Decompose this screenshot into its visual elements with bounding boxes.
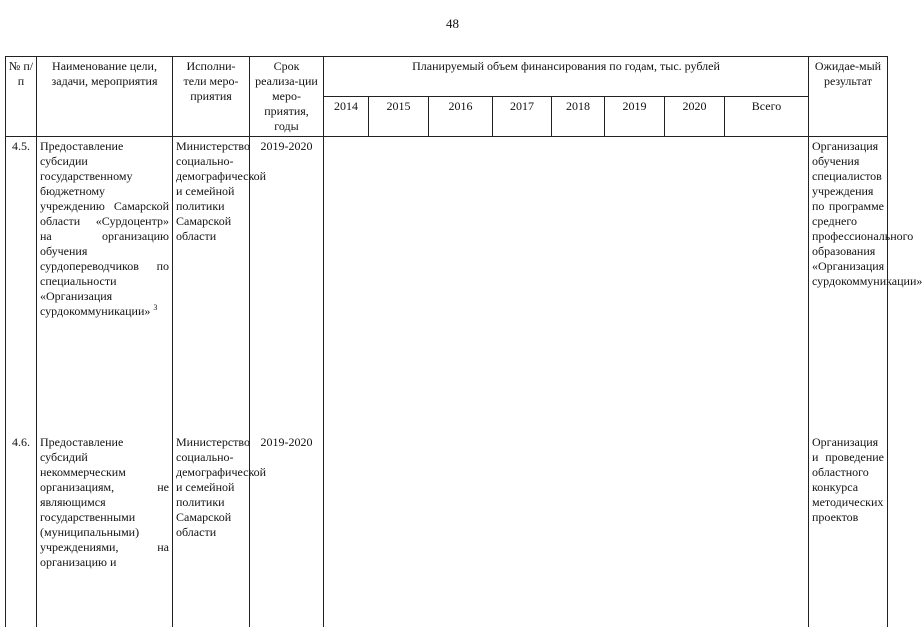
row-fin-cell	[369, 137, 429, 434]
row-name	[37, 433, 173, 627]
row-fin-cell	[493, 137, 552, 434]
row-fin-cell	[324, 137, 369, 434]
row-fin-cell	[552, 433, 605, 627]
row-fin-cell	[324, 433, 369, 627]
row-name	[37, 137, 173, 434]
row-fin-cell	[665, 137, 725, 434]
row-result: Организация и проведение областного конкурса методических проектов	[809, 433, 888, 627]
header-total: Всего	[725, 97, 809, 137]
header-year: 2020	[665, 97, 725, 137]
row-fin-cell	[605, 137, 665, 434]
header-year: 2016	[429, 97, 493, 137]
page-number: 48	[446, 16, 459, 31]
header-name: Наименование цели, задачи, мероприятия	[37, 57, 173, 137]
header-number: № п/п	[6, 57, 37, 137]
footnote-mark: 3	[153, 303, 158, 312]
row-fin-cell	[552, 137, 605, 434]
row-executor: Министерство социально-демографической и семейной политики Самарской области	[173, 137, 250, 434]
row-fin-cell	[429, 137, 493, 434]
header-year: 2018	[552, 97, 605, 137]
row-fin-cell	[369, 433, 429, 627]
row-fin-cell	[725, 137, 809, 434]
row-fin-cell	[605, 433, 665, 627]
row-result: Организация обучения специалистов учреждения по программе среднего профессионального образования «Организация сурдокоммуникации»	[809, 137, 888, 434]
header-term: Срок реализа-ции меро-приятия, годы	[250, 57, 324, 137]
header-year: 2014	[324, 97, 369, 137]
row-executor: Министерство социально-демографической и семейной политики Самарской области	[173, 433, 250, 627]
header-financing: Планируемый объем финансирования по годам, тыс. рублей	[324, 57, 809, 97]
row-number: 4.5.	[6, 137, 37, 434]
row-term: 2019-2020	[250, 433, 324, 627]
row-fin-cell	[493, 433, 552, 627]
row-fin-cell	[725, 433, 809, 627]
row-fin-cell	[665, 433, 725, 627]
row-number: 4.6.	[6, 433, 37, 627]
header-result: Ожидае-мый результат	[809, 57, 888, 137]
header-executor: Исполни-тели меро-приятия	[173, 57, 250, 137]
header-year: 2017	[493, 97, 552, 137]
table-row	[6, 137, 888, 434]
program-table	[5, 56, 922, 627]
header-year: 2015	[369, 97, 429, 137]
row-term: 2019-2020	[250, 137, 324, 434]
header-year: 2019	[605, 97, 665, 137]
row-name-text: Предоставление субсидии государственному бюджетному учреждению Самарской области «Сурдоцентр» на организацию обучения сурдопереводчиков по специальности «Организация сурдокоммуникации»	[40, 139, 169, 318]
table-row	[6, 433, 888, 627]
row-name-text: Предоставление субсидий некоммерческим организациям, не являющимся государственными (муниципальными) учреждениями, на организацию и	[40, 435, 169, 569]
row-fin-cell	[429, 433, 493, 627]
